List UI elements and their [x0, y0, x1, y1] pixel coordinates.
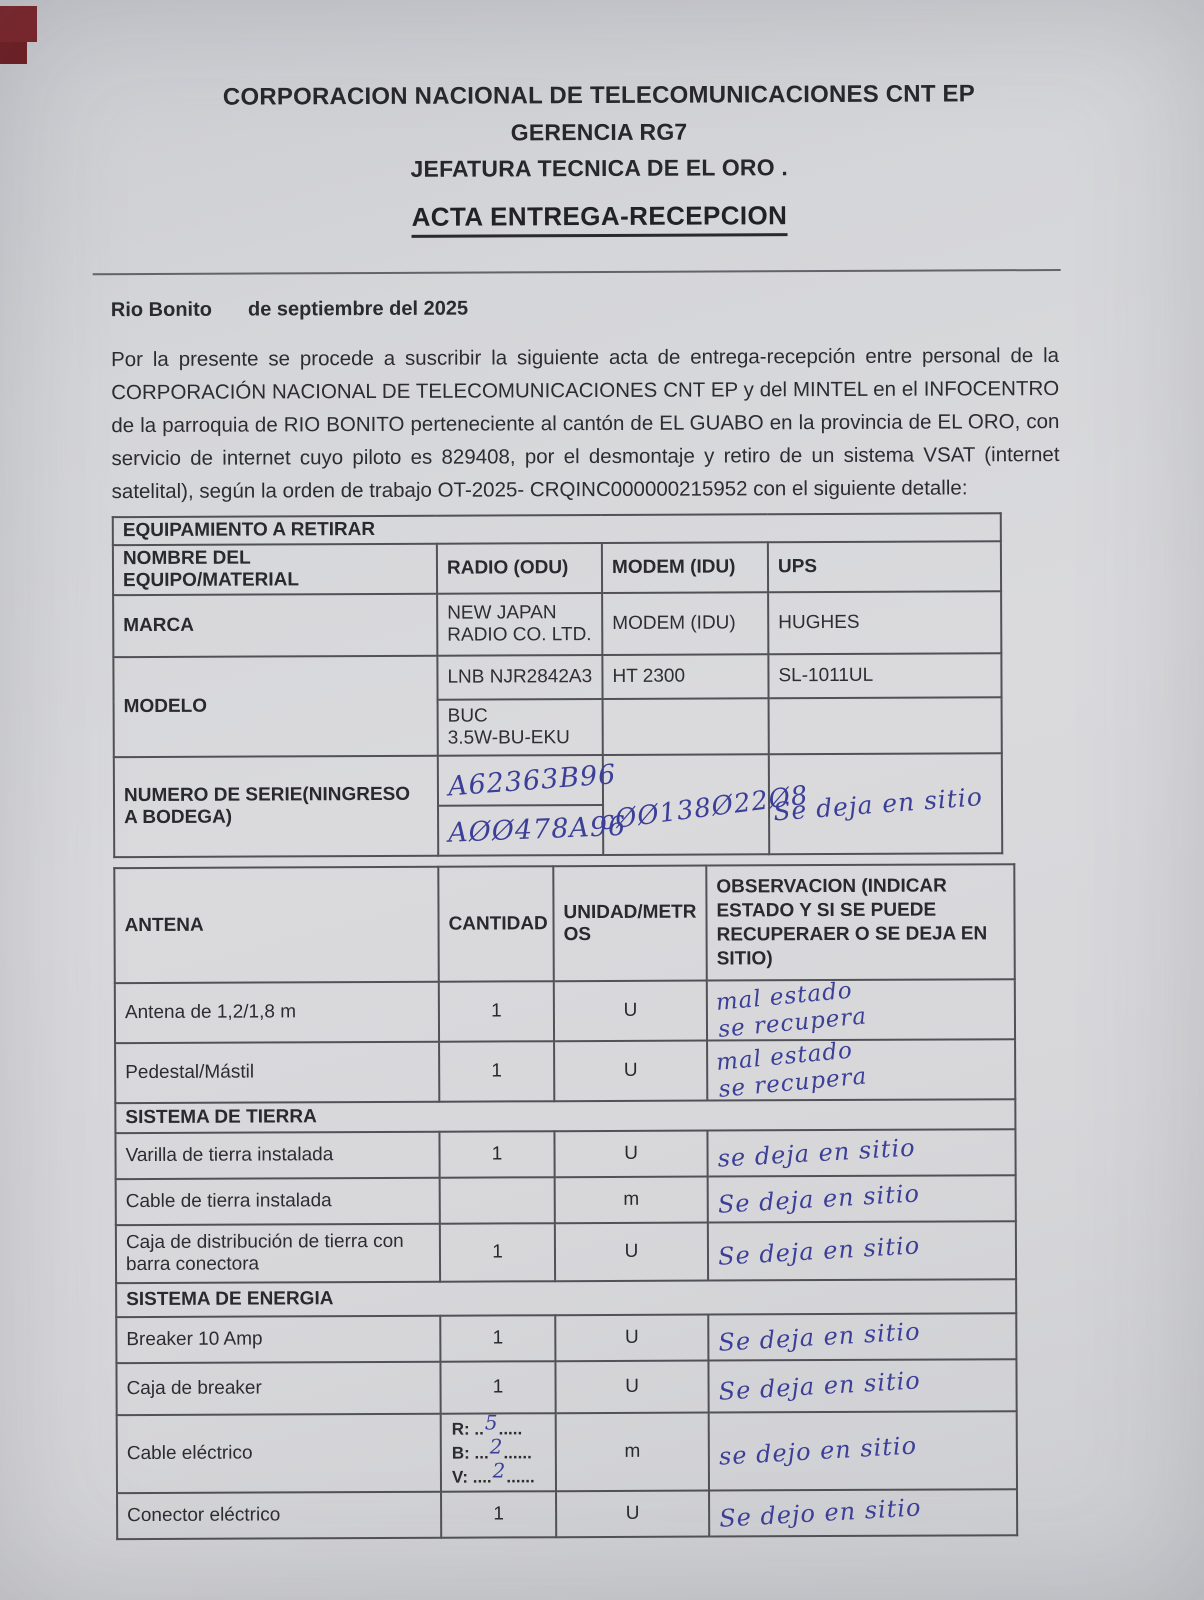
section-row — [115, 1099, 1015, 1133]
observation-cell — [708, 1359, 1016, 1412]
item-row — [116, 1313, 1016, 1363]
col-header-modem-idu: MODEM (IDU) — [602, 542, 768, 593]
marca-odu-cell: NEW JAPAN RADIO CO. LTD. — [437, 593, 602, 656]
modelo-ups-empty-cell — [769, 697, 1002, 754]
observation-cell — [707, 1037, 1015, 1103]
quantity-cell: 1 — [439, 1131, 554, 1178]
serial-odu-cell — [438, 755, 627, 856]
unit-cell: U — [554, 1131, 707, 1178]
equipment-table-title: EQUIPAMIENTO A RETIRAR — [113, 513, 1001, 545]
observation-cell — [707, 977, 1015, 1043]
modelo-ups-cell: SL-1011UL — [768, 653, 1001, 698]
quantity-cell: 1 — [440, 1361, 555, 1414]
place-date-line — [111, 298, 468, 323]
unit-cell: U — [554, 1041, 707, 1102]
item-row — [117, 1411, 1017, 1493]
item-row — [115, 1129, 1015, 1179]
marca-ups-cell: HUGHES — [768, 591, 1001, 654]
modelo-row-top — [113, 653, 1001, 701]
marca-label-cell: MARCA — [113, 594, 437, 657]
unit-cell: U — [555, 1361, 708, 1414]
printed-dots: ..... — [498, 1419, 523, 1439]
quantity-cell — [440, 1177, 555, 1224]
handwritten-observation: mal estado se recupera — [715, 1037, 869, 1103]
item-name-cell: Pedestal/Mástil — [115, 1042, 439, 1103]
items-table-body — [115, 979, 1017, 1539]
section-label: SISTEMA DE ENERGIA — [116, 1279, 1016, 1317]
printed-dots: ...... — [506, 1467, 535, 1487]
handwritten-note-ups: Se deja en sitio — [772, 781, 984, 827]
observation-cell — [707, 1129, 1015, 1176]
quantity-cell: 1 — [439, 1041, 554, 1102]
handwritten-quantity-digit: 2 — [489, 1434, 503, 1459]
equipment-title-row — [113, 513, 1001, 545]
handwritten-observation: mal estado se recupera — [714, 977, 869, 1043]
printed-label: B: ... — [451, 1443, 489, 1463]
serial-idu-cell — [597, 754, 811, 855]
serial-odu-subrow-1 — [439, 757, 618, 807]
quantity-cell — [441, 1410, 556, 1492]
item-name-cell: Varilla de tierra instalada — [115, 1132, 439, 1179]
item-name-cell: Caja de breaker — [116, 1362, 440, 1415]
item-row — [116, 1175, 1016, 1225]
col-header-radio-odu: RADIO (ODU) — [437, 543, 602, 594]
handwritten-observation: Se deja en sitio — [717, 1230, 921, 1271]
serial-label-cell: NUMERO DE SERIE(NINGRESO A BODEGA) — [114, 756, 438, 857]
item-row — [116, 1359, 1016, 1415]
handwritten-quantity-digit: 5 — [484, 1410, 498, 1435]
item-name-cell: Breaker 10 Amp — [116, 1316, 440, 1363]
handwritten-observation: Se deja en sitio — [717, 1316, 922, 1357]
unit-cell: m — [555, 1177, 708, 1224]
printed-label: V: .... — [451, 1467, 492, 1487]
item-name-cell: Antena de 1,2/1,8 m — [115, 982, 439, 1043]
cable-color-quantity-line — [451, 1458, 551, 1488]
serial-row — [114, 753, 1002, 857]
col-header-ups: UPS — [768, 541, 1001, 592]
col-header-cantidad: CANTIDAD — [438, 866, 554, 982]
handwritten-observation: Se deja en sitio — [717, 1178, 921, 1219]
observation-cell — [708, 1313, 1016, 1360]
quantity-cell: 1 — [440, 1223, 555, 1282]
section-label: SISTEMA DE TIERRA — [115, 1099, 1015, 1133]
unit-cell: m — [556, 1413, 709, 1492]
item-name-cell: Caja de distribución de tierra con barra conectora — [116, 1224, 440, 1283]
intro-paragraph: Por la presente se procede a suscribir la siguiente acta de entrega-recepción entre personal de la CORPORACIÓN NACIONAL DE TELECOMUNICACIONES CNT EP y del MINTEL en el INFOCENTRO de la parroquia de RIO BONITO perteneciente al cantón de EL GUABO en la provincia de EL ORO, con servicio de internet cuyo piloto es 829408, por el desmontaje y retiro de un sistema VSAT (internet satelital), según la orden de trabajo OT-2025- CRQINC000000215952 con el siguiente detalle: — [111, 344, 1060, 504]
serial-ups-cell — [769, 753, 1002, 854]
serial-odu-subrow-2 — [439, 806, 627, 854]
quantity-cell: 1 — [440, 1315, 555, 1362]
item-name-cell: Conector eléctrico — [117, 1492, 441, 1539]
handwritten-quantity-digit: 2 — [492, 1458, 506, 1483]
section-row — [116, 1279, 1016, 1317]
item-row — [115, 979, 1015, 1043]
handwritten-observation: Se dejo en sitio — [718, 1492, 923, 1533]
observation-cell — [709, 1489, 1017, 1536]
equipment-table-grid — [112, 512, 1004, 858]
item-name-cell: Cable eléctrico — [117, 1414, 441, 1493]
handwritten-serial-odu-1: A62363B96 — [446, 759, 618, 803]
horizontal-rule — [93, 269, 1061, 275]
items-table-grid — [113, 863, 1018, 1540]
org-name-line: CORPORACION NACIONAL DE TELECOMUNICACIONES CNT EP — [222, 80, 976, 111]
quantity-cell: 1 — [439, 981, 554, 1042]
observation-cell — [708, 1175, 1016, 1222]
col-header-observacion: OBSERVACION (INDICAR ESTADO Y SI SE PUEDE RECUPERAER O SE DEJA EN SITIO) — [706, 864, 1014, 980]
item-name-cell: Cable de tierra instalada — [116, 1178, 440, 1225]
equipment-header-row — [113, 541, 1001, 595]
handwritten-observation: se dejo en sitio — [718, 1430, 918, 1471]
marca-row — [113, 591, 1001, 657]
observation-cell — [709, 1411, 1017, 1490]
document-title: ACTA ENTREGA-RECEPCION — [412, 200, 788, 238]
unit-cell: U — [554, 981, 707, 1042]
handwritten-observation: se deja en sitio — [716, 1132, 917, 1173]
printed-dots: ...... — [503, 1443, 532, 1463]
col-header-unidad-metros: UNIDAD/METROS — [553, 866, 707, 982]
marca-idu-cell: MODEM (IDU) — [602, 592, 768, 655]
modelo-idu-cell: HT 2300 — [602, 654, 768, 699]
modelo-odu-lnb-cell: LNB NJR2842A3 — [437, 655, 602, 700]
items-header-row — [114, 864, 1014, 983]
item-row — [116, 1221, 1016, 1283]
handwritten-serial-odu-2: AØØ478A96 — [447, 810, 627, 849]
handwritten-observation: Se deja en sitio — [717, 1365, 922, 1406]
printed-label: R: .. — [451, 1419, 484, 1439]
quantity-cell: 1 — [441, 1491, 556, 1538]
unit-cell: U — [555, 1223, 708, 1282]
modelo-idu-empty-cell — [603, 698, 769, 755]
col-header-antena: ANTENA — [114, 867, 438, 983]
item-row — [115, 1039, 1015, 1103]
items-table — [113, 863, 1016, 1540]
col-header-equipo: NOMBRE DEL EQUIPO/MATERIAL — [113, 544, 437, 595]
unit-cell: U — [556, 1491, 709, 1538]
item-row — [117, 1489, 1017, 1539]
modelo-label-cell: MODELO — [113, 656, 437, 757]
modelo-odu-buc-cell: BUC 3.5W-BU-EKU — [438, 699, 603, 756]
date-text: de septiembre del 2025 — [247, 297, 469, 321]
observation-cell — [708, 1221, 1016, 1280]
place-name: Rio Bonito — [110, 298, 212, 322]
org-gerencia-line: GERENCIA RG7 — [510, 118, 688, 146]
equipment-table — [112, 512, 1001, 858]
handwritten-serial-idu: cØØ138Ø22Ø8 — [597, 780, 811, 837]
org-jefatura-line: JEFATURA TECNICA DE EL ORO . — [410, 154, 789, 182]
unit-cell: U — [555, 1315, 708, 1362]
document-header — [0, 79, 1202, 239]
